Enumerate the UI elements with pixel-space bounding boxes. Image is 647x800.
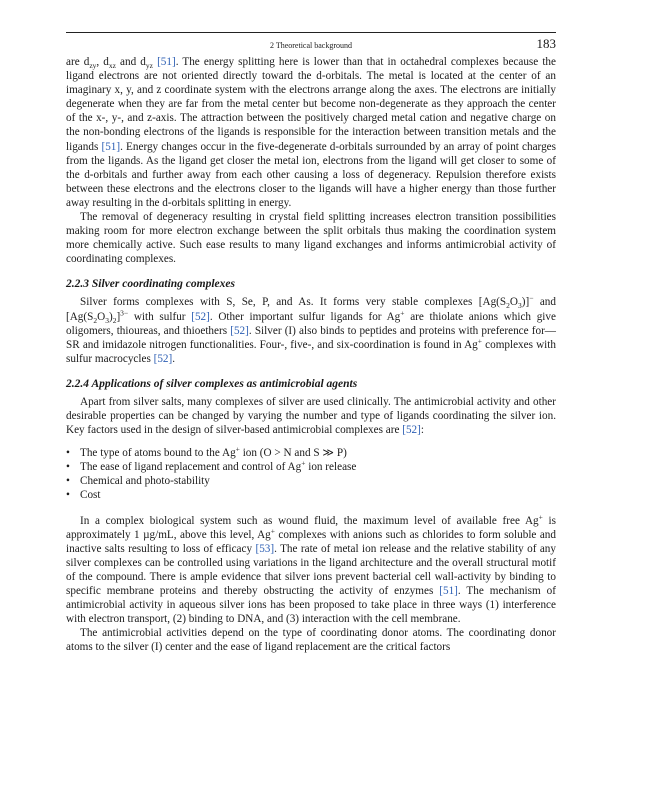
citation-link[interactable]: [52]: [153, 352, 173, 365]
book-page: [66, 32, 556, 654]
citation-link[interactable]: [52]: [230, 324, 249, 337]
citation-link[interactable]: [51]: [101, 140, 121, 153]
list-item: • Cost: [66, 488, 556, 502]
chapter-title: 2 Theoretical background: [269, 41, 353, 50]
citation-link[interactable]: [53]: [255, 542, 275, 555]
body-paragraph-2: The removal of degeneracy resulting in crystal field splitting increases electron transition possibilities making room for more electron exchange between the split orbitals thus making the coordination system more chemically active. Such ease results to many ligand exchanges and informs antimicrobial activity of coordinating complexes.: [66, 211, 556, 266]
citation-link[interactable]: [52]: [402, 424, 421, 437]
body-paragraph-wound-fluid: In a complex biological system such as wound fluid, the maximum level of available free Ag+ is approximately 1 µg/mL, above this level, Ag+ complexes with anions such as chlorides to form soluble and inactive salts resulting to loss of efficacy [53]. The rate of metal ion release and the relative stability of any silver complexes can be controlled using variations in the ligand architecture and the overall structural motif of the compound. There is ample evidence that silver ions prevent bacterial cell wall-activity by binding to specific membrane proteins and thereby obstructing the activity of enzymes [51]. The mechanism of antimicrobial activity in aqueous silver ions has been proposed to take place in three ways (1) interference with electron transport, (2) binding to DNA, and (3) interaction with the cell membrane.: [66, 511, 556, 626]
section-heading-2-2-4: 2.2.4 Applications of silver complexes as antimicrobial agents: [66, 377, 358, 390]
body-paragraph-donor-atoms: The antimicrobial activities depend on the type of coordinating donor atoms. The coordinating donor atoms to the silver (I) center and the ease of ligand replacement are the critical factors: [66, 627, 556, 654]
list-item: • The type of atoms bound to the Ag+ ion (O > N and S ≫ P): [66, 446, 556, 460]
body-paragraph-silver-complexes: Silver forms complexes with S, Se, P, and As. It forms very stable complexes $[Ag(S_2O_3)]^-$ and $[Ag(S_2O_3)_2]^{3-}$ with sulfur [52]. Other important sulfur ligands for Ag+ are thiolate anions which give oligomers, thioureas, and thioethers [52]. Silver (I) also binds to peptides and proteins with preference for—SR and imidazole nitrogen functionalities. Four-, five-, and six-coordination is found in Ag+ complexes with sulfur macrocycles [52].: [66, 293, 556, 365]
key-factors-list: [66, 446, 556, 502]
section-heading-2-2-3: 2.2.3 Silver coordinating complexes: [66, 278, 235, 291]
body-paragraph-applications: Apart from silver salts, many complexes of silver are used clinically. The antimicrobial activity and other desirable properties can be changed by varying the number and type of ligands coordinating the silver ion. Key factors used in the design of silver-based antimicrobial complexes are [52]:: [66, 395, 556, 437]
list-item: • Chemical and photo-stability: [66, 474, 556, 488]
body-paragraph-1: are $d_{zy}$, $d_{xz}$ and $d_{yz}$ [51]. The energy splitting here is lower than that in octahedral complexes because the ligand electrons are not oriented directly toward the d-orbitals. The metal is located at the center of an imaginary x, y, and z coordinate system with the electrons arrange along the axes. The electrons are initially degenerate when they are far from the metal center but become non-degenerate as they approach the center of the x-, y-, and z-axis. The attraction between the positively charged metal cation and negative charge on the non-bonding electrons of the ligands is responsible for the interaction between transition metals and the ligands [51]. Energy changes occur in the five-degenerate d-orbitals surrounded by an array of point charges from the ligands. As the ligand get closer the metal ion, electrons from the ligand will get closer to some of the d-orbitals and further away from each other causing a loss of degeneracy. Repulsion therefore exists between these electrons and the electrons closer to the ligands will have a higher energy than those further away resulting in the d-orbitals splitting in energy.: [66, 56, 556, 209]
citation-link[interactable]: [51]: [439, 585, 458, 597]
citation-link[interactable]: [52]: [191, 310, 210, 323]
list-item: • The ease of ligand replacement and control of Ag+ ion release: [66, 460, 556, 474]
running-header: [66, 32, 556, 55]
citation-link[interactable]: [51]: [157, 56, 176, 68]
page-number: 183: [536, 36, 556, 51]
